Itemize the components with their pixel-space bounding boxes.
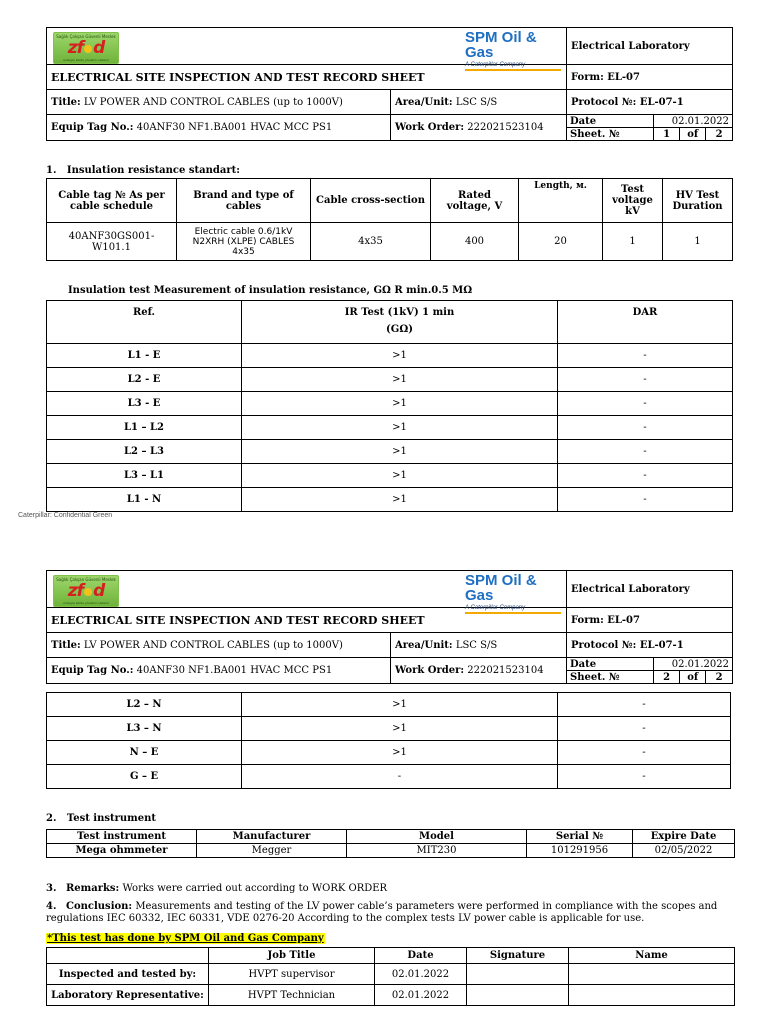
table-row: Laboratory Representative: HVPT Technician 02.01.2022 — [47, 985, 735, 1006]
equip-value: 40ANF30 NF1.BA001 HVAC MCC PS1 — [136, 122, 333, 133]
wo-label: Work Order: — [395, 122, 465, 133]
table-row: L2 - E >1 - — [47, 368, 733, 392]
cell-expire-date: 02/05/2022 — [633, 844, 735, 858]
cell-brand: Electric cable 0.6/1kV N2XRH (XLPE) CABLES 4x35 — [177, 223, 311, 261]
title-label: Title: — [51, 96, 81, 108]
equip-label: Equip Tag No.: — [51, 665, 134, 676]
wo-cell — [391, 658, 567, 684]
zfod-logo-text: zf d — [67, 581, 105, 601]
logo-row — [47, 571, 567, 611]
header-table-page1 — [46, 27, 733, 141]
date-label: Date — [570, 115, 597, 127]
conclusion: 4. Conclusion: Measurements and testing of the LV power cable’s parameters were performed in compliance with the scopes and regulations IEC 60332, IEC 60331, VDE 0276-20 According to the complex tests LV power cable is applicable for use. — [46, 901, 718, 924]
signoff-table — [46, 947, 735, 1006]
zfod-logo: Sağlık Çalışan Güvenli Meslek zf d entegre kalite yönetim sistemi — [53, 32, 119, 64]
ir-table-page2 — [46, 692, 731, 789]
spm-logo — [465, 30, 566, 71]
lab-name: Electrical Laboratory — [567, 28, 733, 65]
name-field[interactable] — [569, 985, 735, 1006]
spm-logo-bar — [465, 69, 561, 71]
equip-cell — [47, 115, 391, 141]
spm-logo-bar — [465, 612, 561, 614]
spm-logo-sub: A Caterpillar Company — [465, 62, 526, 68]
confidential-note: Caterpillar: Confidential Green — [18, 512, 113, 519]
col-manufacturer: Manufacturer — [197, 830, 347, 844]
area-cell — [391, 633, 567, 658]
record-title: ELECTRICAL SITE INSPECTION AND TEST RECORD SHEET — [47, 608, 567, 633]
table-row: L1 - E >1 - — [47, 344, 733, 368]
col-date: Date — [375, 948, 467, 964]
cell-rated-voltage: 400 — [431, 223, 519, 261]
title-value: LV POWER AND CONTROL CABLES (up to 1000V) — [83, 96, 343, 108]
col-rated-voltage: Rated voltage, V — [431, 179, 519, 223]
table-row: L3 – L1 >1 - — [47, 464, 733, 488]
name-field[interactable] — [569, 964, 735, 985]
col-test-voltage: Test voltage kV — [603, 179, 663, 223]
col-name: Name — [569, 948, 735, 964]
area-value: LSC S/S — [455, 96, 498, 108]
table-row: L3 - E >1 - — [47, 392, 733, 416]
form-number: Form: EL-07 — [567, 608, 733, 633]
date-sheet-cell — [567, 115, 733, 141]
wo-value: 222021523104 — [467, 122, 544, 133]
zfod-logo: Sağlık Çalışan Güvenli Meslek zf d entegre kalite yönetim sistemi — [53, 575, 119, 607]
col-model: Model — [347, 830, 527, 844]
table-row: N – E >1 - — [47, 741, 731, 765]
date-sheet-table — [567, 115, 732, 140]
table-row: L3 – N >1 - — [47, 717, 731, 741]
title-cell — [47, 90, 391, 115]
protocol-number: Protocol №: EL-07-1 — [567, 633, 733, 658]
col-serial: Serial № — [527, 830, 633, 844]
date-value: 02.01.2022 — [654, 115, 733, 128]
spm-logo-name: SPM Oil & Gas — [465, 29, 537, 61]
area-cell — [391, 90, 567, 115]
lab-name: Electrical Laboratory — [567, 571, 733, 608]
cell-test-voltage: 1 — [603, 223, 663, 261]
col-hv-duration: HV Test Duration — [663, 179, 733, 223]
sheet-of: of — [680, 128, 706, 141]
wo-cell — [391, 115, 567, 141]
highlight-note: *This test has done by SPM Oil and Gas Company — [47, 933, 324, 944]
col-job-title: Job Title — [209, 948, 375, 964]
sheet-total: 2 — [706, 671, 732, 684]
col-expire-date: Expire Date — [633, 830, 735, 844]
sheet-total: 2 — [706, 128, 732, 141]
area-label: Area/Unit: — [395, 639, 453, 651]
date-label: Date — [570, 658, 597, 670]
signoff-corner — [47, 948, 209, 964]
cell-test-instrument: Mega ohmmeter — [47, 844, 197, 858]
signature-field[interactable] — [467, 985, 569, 1006]
equip-cell — [47, 658, 391, 684]
equip-value: 40ANF30 NF1.BA001 HVAC MCC PS1 — [136, 665, 333, 676]
protocol-number: Protocol №: EL-07-1 — [567, 90, 733, 115]
col-length: Length, м. — [519, 179, 603, 223]
cell-length: 20 — [519, 223, 603, 261]
title-value: LV POWER AND CONTROL CABLES (up to 1000V) — [83, 639, 343, 651]
col-ref: Ref. — [47, 301, 242, 344]
table-row: L2 – N >1 - — [47, 693, 731, 717]
record-title: ELECTRICAL SITE INSPECTION AND TEST RECORD SHEET — [47, 65, 567, 90]
signature-field[interactable] — [467, 964, 569, 985]
col-brand: Brand and type of cables — [177, 179, 311, 223]
col-dar: DAR — [558, 301, 733, 344]
equip-label: Equip Tag No.: — [51, 122, 134, 133]
spm-logo-sub: A Caterpillar Company — [465, 605, 526, 611]
date-value: 02.01.2022 — [654, 658, 733, 671]
sheet-label: Sheet. № — [570, 671, 620, 683]
spm-logo-name: SPM Oil & Gas — [465, 572, 537, 604]
ir-caption: Insulation test Measurement of insulation resistance, GΩ R min.0.5 MΩ — [68, 285, 473, 296]
instrument-table — [46, 829, 735, 858]
form-number: Form: EL-07 — [567, 65, 733, 90]
table-row: Inspected and tested by: HVPT supervisor 02.01.2022 — [47, 964, 735, 985]
cell-cross-section: 4x35 — [311, 223, 431, 261]
col-signature: Signature — [467, 948, 569, 964]
cable-table — [46, 178, 733, 261]
header-table-page2 — [46, 570, 733, 684]
date-sheet-table — [567, 658, 732, 683]
sheet-of: of — [680, 671, 706, 684]
col-test-instrument: Test instrument — [47, 830, 197, 844]
col-cross-section: Cable cross-section — [311, 179, 431, 223]
table-row: L2 – L3 >1 - — [47, 440, 733, 464]
table-row: L1 - N >1 - — [47, 488, 733, 512]
cell-serial: 101291956 — [527, 844, 633, 858]
date-sheet-cell — [567, 658, 733, 684]
wo-value: 222021523104 — [467, 665, 544, 676]
col-ir-test: IR Test (1kV) 1 min (GΩ) — [242, 301, 558, 344]
cell-manufacturer: Megger — [197, 844, 347, 858]
wo-label: Work Order: — [395, 665, 465, 676]
section1-heading: 1. Insulation resistance standart: — [46, 165, 240, 176]
table-row: G – E - - — [47, 765, 731, 789]
zfod-logo-text: zf d — [67, 38, 105, 58]
title-cell — [47, 633, 391, 658]
section2-heading: 2. Test instrument — [46, 813, 156, 824]
ir-table-page1 — [46, 300, 733, 512]
cell-cable-tag: 40ANF30GS001-W101.1 — [47, 223, 177, 261]
sheet-number: 1 — [654, 128, 680, 141]
area-value: LSC S/S — [455, 639, 498, 651]
sheet-number: 2 — [654, 671, 680, 684]
logo-row — [47, 28, 567, 68]
col-cable-tag: Cable tag № As per cable schedule — [47, 179, 177, 223]
title-label: Title: — [51, 639, 81, 651]
cell-hv-duration: 1 — [663, 223, 733, 261]
table-row: L1 – L2 >1 - — [47, 416, 733, 440]
sheet-label: Sheet. № — [570, 128, 620, 140]
remarks: 3. Remarks: Works were carried out according to WORK ORDER — [46, 883, 388, 894]
cell-model: MIT230 — [347, 844, 527, 858]
area-label: Area/Unit: — [395, 96, 453, 108]
spm-logo — [465, 573, 566, 614]
